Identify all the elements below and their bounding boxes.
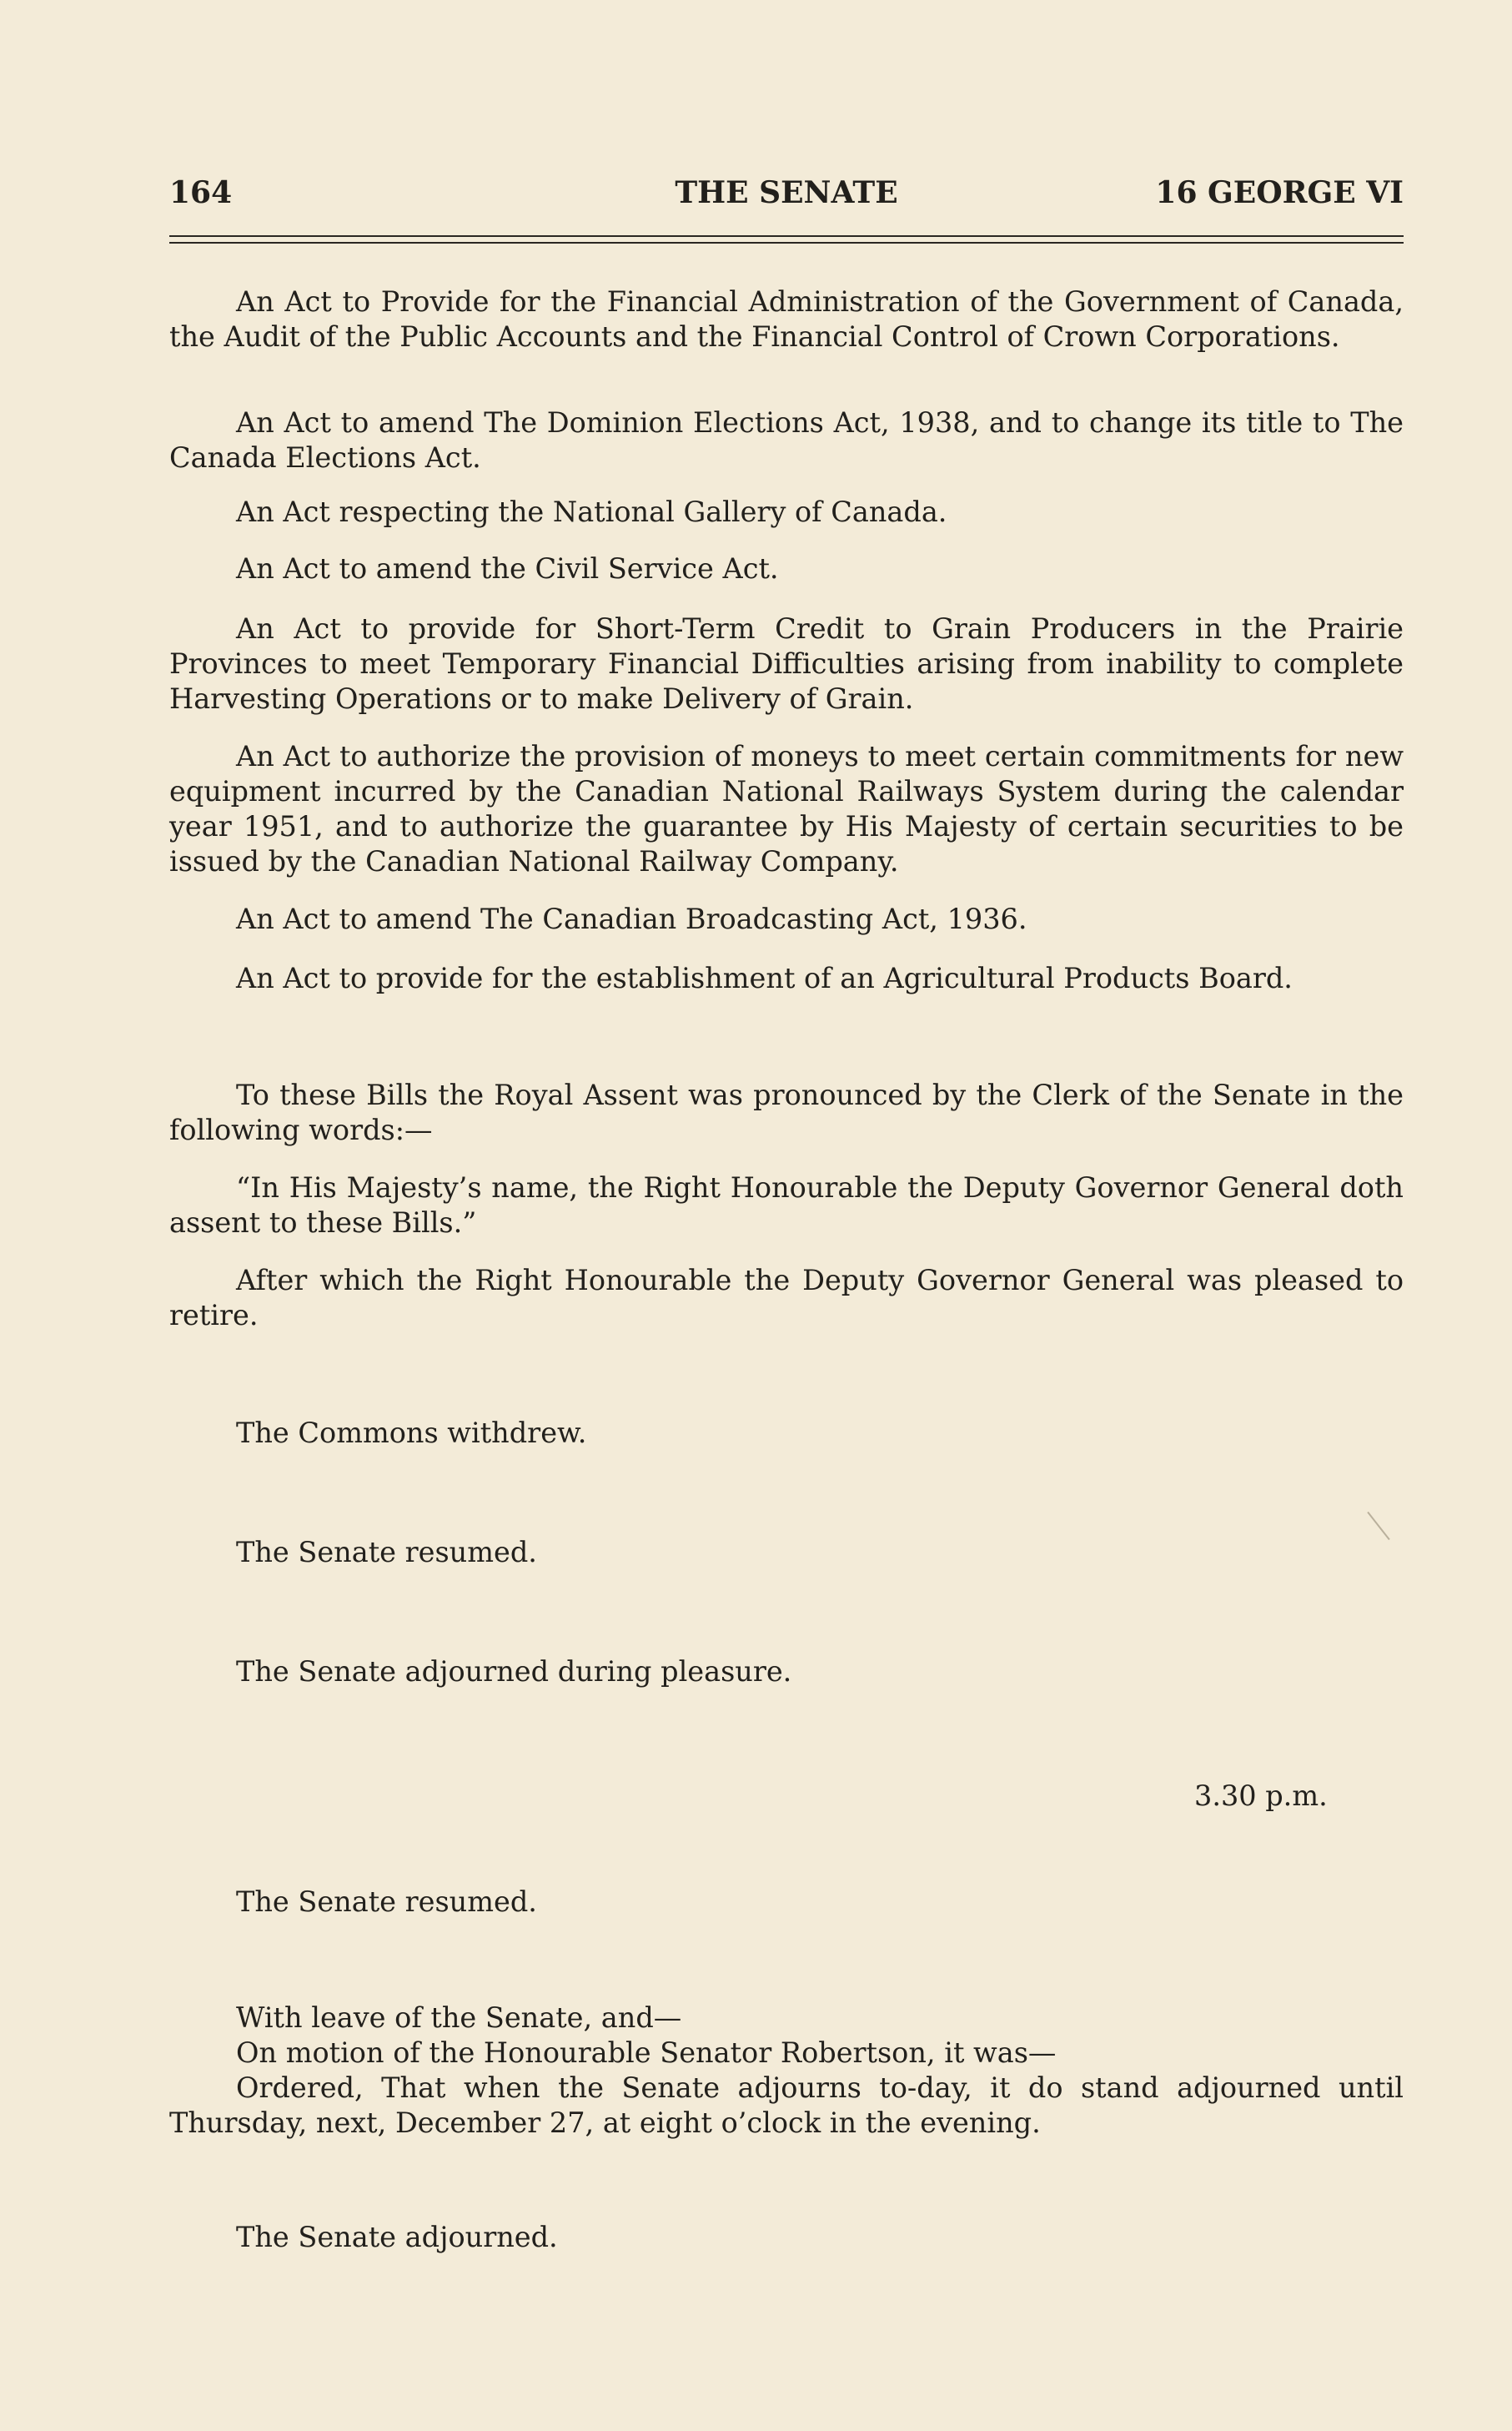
senate-resumed-first: The Senate resumed. [236, 1536, 537, 1568]
page-header [169, 175, 1404, 219]
act-canadian-national-railways: An Act to authorize the provision of moneys to meet certain commitments for new equipment incurred by the Canadian National Railways System during the calendar year 1951, and to authorize the guarantee by His Majesty of certain securities to be issued by the Canadian National Railway Company. [169, 740, 1404, 878]
royal-assent-intro: To these Bills the Royal Assent was pronounced by the Clerk of the Senate in the following words:— [169, 1079, 1404, 1146]
page-title: THE SENATE [675, 175, 898, 210]
senate-adjourned-during-pleasure: The Senate adjourned during pleasure. [236, 1655, 792, 1688]
act-financial-administration: An Act to Provide for the Financial Administration of the Government of Canada, the Audit of the Public Accounts and the Financial Control of Crown Corporations. [169, 285, 1404, 353]
act-broadcasting: An Act to amend The Canadian Broadcasting Act, 1936. [236, 903, 1027, 935]
header-rule-top [169, 235, 1404, 237]
act-national-gallery: An Act respecting the National Gallery of Canada. [236, 496, 947, 528]
header-rule-bottom [169, 242, 1404, 244]
motion-senator-robertson: On motion of the Honourable Senator Robertson, it was— [236, 2036, 1057, 2069]
deputy-governor-retires: After which the Right Honourable the Deputy Governor General was pleased to retire. [169, 1264, 1404, 1331]
senate-adjourned: The Senate adjourned. [236, 2221, 558, 2253]
page-number: 164 [169, 175, 233, 210]
time-stamp: 3.30 p.m. [1194, 1779, 1328, 1812]
commons-withdrew: The Commons withdrew. [236, 1417, 587, 1449]
act-grain-producers-credit: An Act to provide for Short-Term Credit to Grain Producers in the Prairie Provinces to meet Temporary Financial Difficulties arising from inability to complete Harvesting Operations or to make Delivery of Grain. [169, 612, 1404, 715]
senate-resumed-second: The Senate resumed. [236, 1885, 537, 1918]
act-agricultural-products-board: An Act to provide for the establishment of an Agricultural Products Board. [236, 962, 1293, 994]
act-dominion-elections: An Act to amend The Dominion Elections Act, 1938, and to change its title to The Canada Elections Act. [169, 406, 1404, 474]
adjournment-order: Ordered, That when the Senate adjourns to-day, it do stand adjourned until Thursday, next, December 27, at eight o’clock in the evening. [169, 2071, 1404, 2139]
act-civil-service: An Act to amend the Civil Service Act. [236, 552, 779, 585]
royal-assent-quote: “In His Majesty’s name, the Right Honourable the Deputy Governor General doth assent to these Bills.” [169, 1171, 1404, 1239]
regnal-year: 16 GEORGE VI [1155, 175, 1404, 210]
leave-of-senate: With leave of the Senate, and— [236, 2001, 682, 2034]
